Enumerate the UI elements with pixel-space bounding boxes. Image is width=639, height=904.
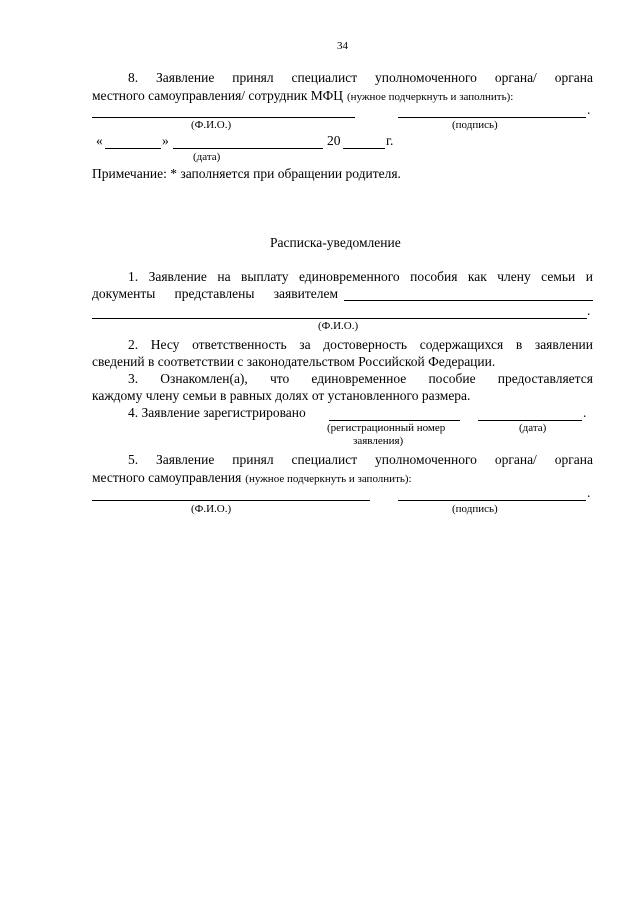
date-label: (дата) [193, 151, 221, 163]
item1-line1 [128, 269, 593, 285]
item4-period: . [583, 405, 587, 420]
item1-period: . [587, 303, 591, 318]
word: пособия [410, 269, 458, 284]
item5-line2-main: местного самоуправления [92, 470, 242, 485]
item5-fio-line[interactable] [92, 500, 370, 501]
word: органа [554, 70, 593, 85]
word: принял [232, 452, 274, 467]
word: 2. [128, 337, 139, 352]
item1-line2 [92, 286, 338, 302]
item5-signature-line[interactable] [398, 500, 586, 501]
word: что [269, 371, 290, 386]
word: в [515, 337, 523, 352]
item3-line1 [128, 371, 593, 387]
word: специалист [291, 70, 358, 85]
note: Примечание: * заполняется при обращении родителя. [92, 166, 401, 181]
word: выплату [241, 269, 289, 284]
word: 3. [128, 371, 139, 386]
word: 5. [128, 452, 139, 467]
reg-date-line[interactable] [478, 420, 582, 421]
word: органа [554, 452, 593, 467]
item5-fio-label: (Ф.И.О.) [191, 503, 232, 515]
word: пособие [428, 371, 476, 386]
date-close-quote: » [162, 133, 169, 148]
item1-fio-label: (Ф.И.О.) [318, 320, 359, 332]
word: органа/ [494, 452, 537, 467]
word: Несу [150, 337, 180, 352]
word: за [299, 337, 311, 352]
item8-line2 [92, 87, 513, 105]
word: предоставляется [497, 371, 593, 386]
applicant-line[interactable] [344, 300, 593, 301]
word: Заявление [156, 452, 215, 467]
day-line[interactable] [105, 148, 161, 149]
item4-text: 4. Заявление зарегистрировано [128, 405, 306, 420]
year-line[interactable] [343, 148, 385, 149]
reg-number-label: (регистрационный номер [327, 422, 446, 434]
year-suffix: г. [386, 133, 394, 148]
receipt-title: Расписка-уведомление [270, 235, 401, 250]
fio-line[interactable] [92, 117, 355, 118]
item8-line2-main: местного самоуправления/ сотрудник МФЦ [92, 88, 344, 103]
item5-line2 [92, 469, 412, 487]
item5-period: . [587, 485, 591, 500]
word: единовременное [311, 371, 407, 386]
reg-number-label-2: заявления) [353, 435, 404, 447]
month-line[interactable] [173, 148, 323, 149]
fio-label: (Ф.И.О.) [191, 119, 232, 131]
word: единовременного [298, 269, 400, 284]
word: документы [92, 286, 156, 301]
applicant-line-2[interactable] [92, 318, 587, 319]
word: Ознакомлен(а), [160, 371, 248, 386]
word: семьи [541, 269, 576, 284]
item2-line2: сведений в соответствии с законодательством Российской Федерации. [92, 354, 496, 369]
item2-line1 [128, 337, 593, 353]
word: уполномоченного [375, 70, 477, 85]
word: уполномоченного [375, 452, 477, 467]
word: 1. [128, 269, 139, 284]
word: и [585, 269, 593, 284]
trailing-period: . [587, 102, 591, 117]
word: органа/ [494, 70, 537, 85]
reg-date-label: (дата) [519, 422, 547, 434]
word: Заявление [148, 269, 207, 284]
word: содержащихся [419, 337, 504, 352]
word: 8. [128, 70, 139, 85]
word: как [467, 269, 487, 284]
word: члену [497, 269, 531, 284]
signature-label: (подпись) [452, 119, 498, 131]
item8-line1 [128, 70, 593, 86]
page-number: 34 [337, 40, 348, 52]
word: принял [232, 70, 274, 85]
word: специалист [291, 452, 358, 467]
year-prefix: 20 [327, 133, 341, 148]
date-open-quote: « [96, 133, 103, 148]
word: заявителем [273, 286, 338, 301]
word: достоверность [323, 337, 408, 352]
word: заявлении [534, 337, 593, 352]
reg-number-line[interactable] [329, 420, 460, 421]
item5-line1 [128, 452, 593, 468]
item5-signature-label: (подпись) [452, 503, 498, 515]
word: представлены [174, 286, 255, 301]
signature-line[interactable] [398, 117, 586, 118]
item8-line2-note: (нужное подчеркнуть и заполнить): [347, 91, 514, 103]
item3-line2: каждому члену семьи в равных долях от установленного размера. [92, 388, 471, 403]
word: ответственность [192, 337, 287, 352]
word: на [217, 269, 231, 284]
item5-line2-note: (нужное подчеркнуть и заполнить): [245, 473, 412, 485]
word: Заявление [156, 70, 215, 85]
